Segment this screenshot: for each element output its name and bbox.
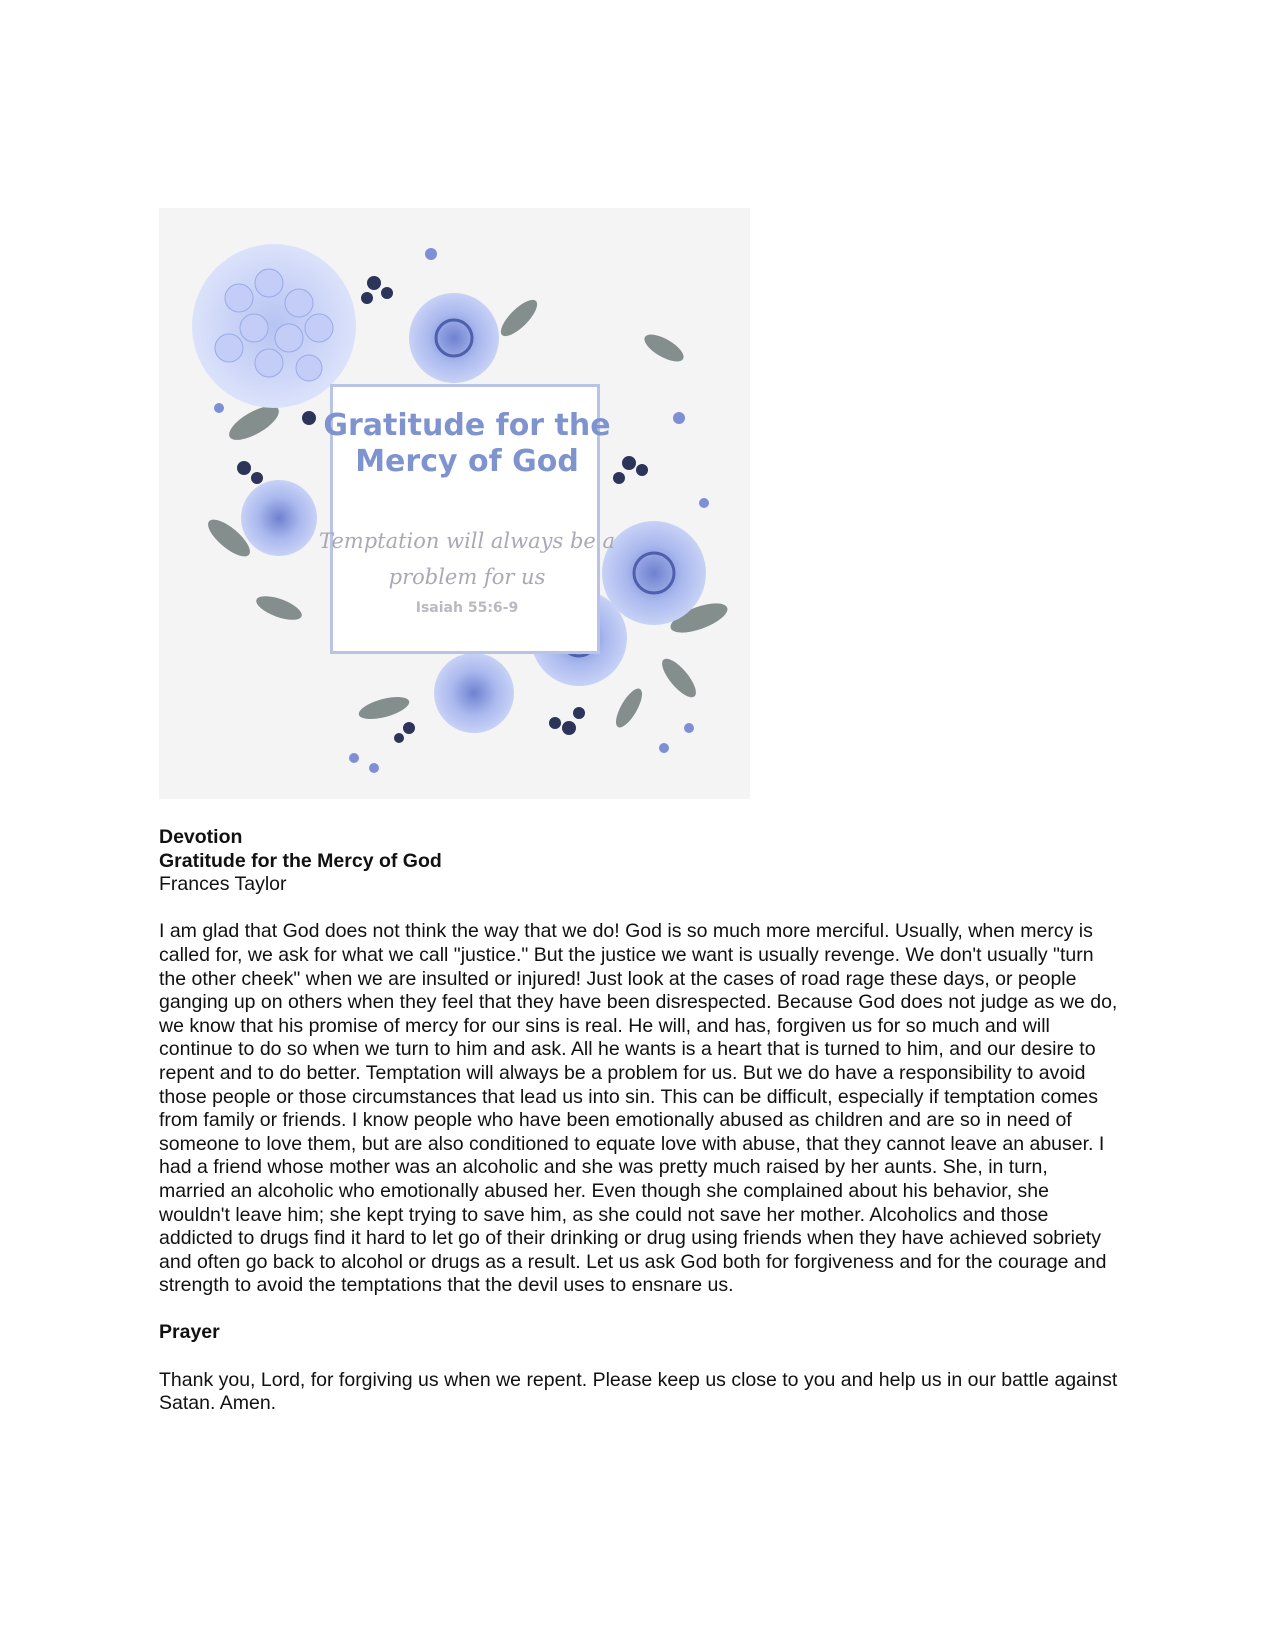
author-name: Frances Taylor [159,873,287,896]
devotion-body: I am glad that God does not think the way that we do! God is so much more merciful. Usually, when mercy is called for, we ask for what we call "justice." But the justice we want is usually revenge. We don't usually "turn the other cheek" when we are insulted or injured! Just look at the cases of road rage these days, or people ganging up on others when they feel that they have been disrespected. Because God does not judge as we do, we know that his promise of mercy for our sins is real. He will, and has, forgiven us for so much and will continue to do so when we turn to him and ask. All he wants is a heart that is turned to him, and our desire to repent and to do better. Temptation will always be a problem for us. But we do have a responsibility to avoid those people or those circumstances that lead us into sin. This can be difficult, especially if temptation comes from family or friends. I know people who have been emotionally abused as children and are so in need of someone to love them, but are also conditioned to equate love with abuse, that they cannot leave an abuser. I had a friend whose mother was an alcoholic and she was pretty much raised by her aunts. She, in turn, married an alcoholic who emotionally abused her. Even though she complained about his behavior, she wouldn't leave him; she kept trying to save him, as she could not save her mother. Alcoholics and those addicted to drugs find it hard to let go of their drinking or drug using friends when they have achieved sobriety and often go back to alcohol or drugs as a result. Let us ask God both for forgiveness and for the courage and strength to avoid the temptations that the devil uses to ensnare us. [159,920,1118,1297]
devotion-title: Gratitude for the Mercy of God [159,849,442,872]
image-subtitle: Temptation will always be a problem for us [318,529,616,589]
image-title: Gratitude for the Mercy of God [323,408,611,479]
section-label: Devotion [159,826,243,848]
prayer-body: Thank you, Lord, for forgiving us when we repent. Please keep us close to you and help us in our battle against Satan. Amen. [159,1368,1118,1415]
devotion-text [159,826,1119,1416]
prayer-label: Prayer [159,1321,220,1344]
image-scripture-reference: Isaiah 55:6-9 [415,600,519,616]
devotion-image [159,208,750,799]
